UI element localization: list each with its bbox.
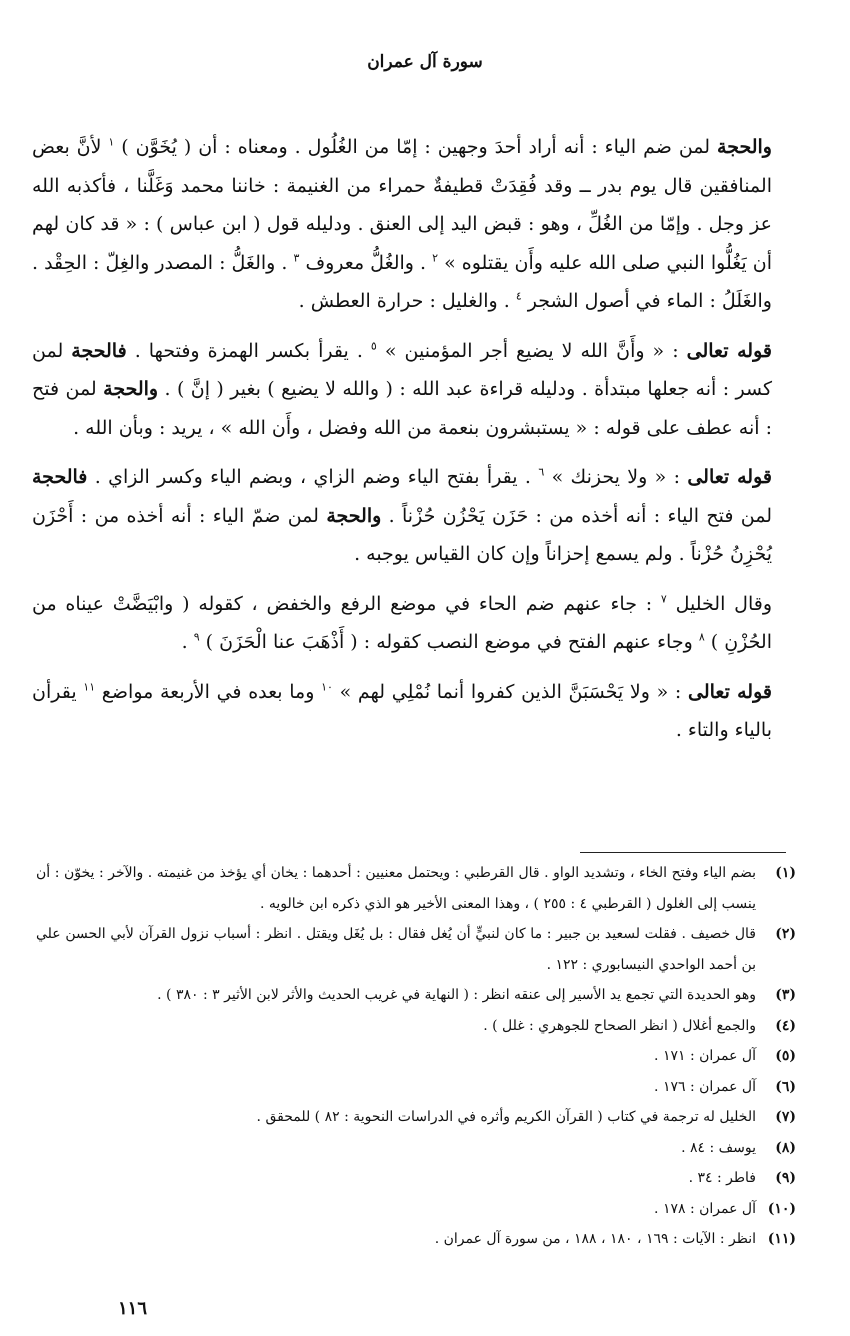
term-bold: والحجة (717, 136, 772, 158)
footnote-number: (١١) (767, 1231, 796, 1247)
running-header: سورة آل عمران (367, 52, 483, 72)
term-bold: والحجة (326, 504, 382, 527)
footnote-ref: ٤ (515, 289, 522, 303)
page-number: ١١٦ (118, 1298, 148, 1319)
term-bold: والحجة (103, 378, 159, 400)
text-run: يقرأن بالياء والتاء . (32, 680, 772, 741)
footnotes (36, 858, 796, 1255)
footnote (36, 919, 796, 980)
footnote-number: (٣) (775, 987, 796, 1003)
text-run: . والغَلُّ : المصدر والغِلّ : الحِقْد . والغَلَلُ : الماء في أصول الشجر (32, 251, 772, 312)
footnote-ref: ٨ (698, 630, 705, 644)
text-run: : « وأَنَّ الله لا يضيع أجر المؤمنين » (376, 339, 687, 362)
main-text (32, 128, 772, 750)
footnote-text: آل عمران : ١٧٨ . (654, 1200, 756, 1217)
term-bold: قوله تعالى (687, 466, 772, 488)
term-bold: قوله تعالى (688, 680, 772, 703)
footnote (36, 980, 796, 1011)
paragraph-1 (32, 128, 772, 321)
footnote-ref: ٩ (193, 630, 200, 644)
footnote-text: بضم الياء وفتح الخاء ، وتشديد الواو . قال القرطبي : ويحتمل معنيين : أحدهما : يخان أي يؤخذ من غنيمته . والآخر : يخوّن : أن ينسب إلى الغلول ( القرطبي ٤ : ٢٥٥ ) ، وهذا المعنى الأخير هو الذي ذكره ابن خالويه . (36, 865, 756, 912)
footnote (36, 1133, 796, 1164)
footnote-text: آل عمران : ١٧٦ . (654, 1078, 756, 1095)
footnote-number: (١) (775, 865, 796, 881)
footnote-number: (٨) (775, 1139, 796, 1156)
footnote-number: (٦) (775, 1078, 796, 1095)
footnote-text: الخليل له ترجمة في كتاب ( القرآن الكريم وأثره في الدراسات النحوية : ٨٢ ) للمحقق . (256, 1109, 756, 1125)
text-run: لمن فتح : أنه عطف على قوله : « يستبشرون بنعمة من الله وفضل ، وأَن الله » ، يريد : وبأن الله . (32, 378, 772, 439)
text-run: وما بعده في الأربعة مواضع (95, 680, 322, 703)
term-bold: فالحجة (71, 339, 127, 362)
footnote-text: فاطر : ٣٤ . (688, 1170, 756, 1186)
footnote (36, 1102, 796, 1133)
text-run: وقال الخليل (666, 592, 772, 615)
term-bold: قوله تعالى (686, 339, 772, 362)
footnote-text: وهو الحديدة التي تجمع يد الأسير إلى عنقه انظر : ( النهاية في غريب الحديث والأثر لابن الأثير ٣ : ٣٨٠ ) . (157, 987, 756, 1003)
footnote-text: انظر : الآيات : ١٦٩ ، ١٨٠ ، ١٨٨ ، من سورة آل عمران . (434, 1231, 756, 1247)
text-run: لمن كسر : أنه جعلها مبتدأة . ودليله قراءة عبد الله : ( والله لا يضيع ) بغير ( إنَّ ) . (32, 339, 773, 400)
text-run: وجاء عنهم الفتح في موضع النصب كقوله : ( أَذْهَبَ عنا الْحَزَنَ ) (199, 631, 699, 653)
footnote-text: قال خصيف . فقلت لسعيد بن جبير : ما كان لنبيٍّ أن يُغل فقال : بل يُغَل ويقتل . انظر : أسباب نزول القرآن لأبي الحسن علي بن أحمد الواحدي النيسابوري : ١٢٢ . (36, 926, 756, 973)
footnote-text: آل عمران : ١٧١ . (654, 1048, 756, 1064)
text-run: : « ولا يَحْسَبَنَّ الذين كفروا أنما نُمْلِي لهم » (332, 680, 688, 703)
footnote (36, 858, 796, 919)
text-run: لمن ضمّ الياء : أنه أخذه من : أَحْزَن يُحْزِنُ حُزْناً . ولم يسمع إحزاناً وإن كان القياس يوجبه . (32, 504, 772, 565)
footnote-number: (٥) (775, 1048, 796, 1064)
footnote-number: (٧) (775, 1109, 796, 1125)
paragraph-2 (32, 332, 772, 448)
footnote-ref: ٥ (370, 339, 377, 353)
footnote-number: (١٠) (767, 1200, 796, 1217)
footnote-ref: ١ (108, 135, 115, 149)
footnote-number: (٢) (775, 926, 796, 942)
text-run: . يقرأ بكسر الهمزة وفتحها . (126, 339, 371, 362)
footnote-ref: ٦ (538, 465, 545, 479)
text-run: لمن ضم الياء : أنه أراد أحدَ وجهين : إمّا من الغُلُول . ومعناه : أن ( يُخَوَّن ) (114, 136, 718, 158)
footnote-text: يوسف : ٨٤ . (681, 1139, 756, 1156)
text-run: . والغليل : حرارة العطش . (298, 290, 516, 312)
footnote-number: (٩) (775, 1170, 796, 1186)
footnote (36, 1224, 796, 1255)
footnote-ref: ٣ (293, 251, 300, 265)
paragraph-5 (32, 673, 772, 750)
footnote (36, 1072, 796, 1103)
footnote-text: والجمع أغلال ( انظر الصحاح للجوهري : غلل ) . (483, 1017, 756, 1034)
footnote (36, 1163, 796, 1194)
term-bold: فالحجة (32, 466, 88, 488)
paragraph-4 (32, 585, 772, 662)
text-run: لمن فتح الياء : أنه أخذه من : حَزَن يَحْزُن حُزْناً . (381, 504, 772, 527)
footnote-ref: ٢ (432, 251, 439, 265)
text-run: لأنَّ بعض المنافقين قال يوم بدر ــ وقد فُقِدَتْ قطيفةٌ حمراء من الغنيمة : خاننا محمد وَغَلَّنا ، فأكذبه الله عز وجل . وإمّا من الغُلِّ ، وهو : قبض اليد إلى العنق . ودليله قول ( ابن عباس ) : « قد كان لهم أن يَغُلُّوا النبي صلى الله عليه وأَن يقتلوه » (32, 136, 773, 274)
paragraph-3 (32, 458, 772, 574)
footnote-ref: ١١ (83, 680, 96, 694)
text-run: . يقرأ بفتح الياء وضم الزاي ، وبضم الياء وكسر الزاي . (87, 466, 539, 488)
footnote-number: (٤) (775, 1017, 796, 1034)
footnote-separator (580, 852, 786, 853)
text-run: . والغُلُّ معروف (299, 251, 433, 274)
footnote (36, 1194, 796, 1225)
text-run: : « ولا يحزنك » (544, 466, 688, 488)
text-run: . (181, 631, 194, 653)
footnote-ref: ١٠ (321, 680, 333, 694)
text-run: : جاء عنهم ضم الحاء في موضع الرفع والخفض ، كقوله ( وابْيَضَّتْ عيناه من الحُزْنِ ) (32, 592, 772, 653)
footnote (36, 1011, 796, 1042)
footnote (36, 1041, 796, 1072)
footnote-ref: ٧ (660, 592, 667, 606)
